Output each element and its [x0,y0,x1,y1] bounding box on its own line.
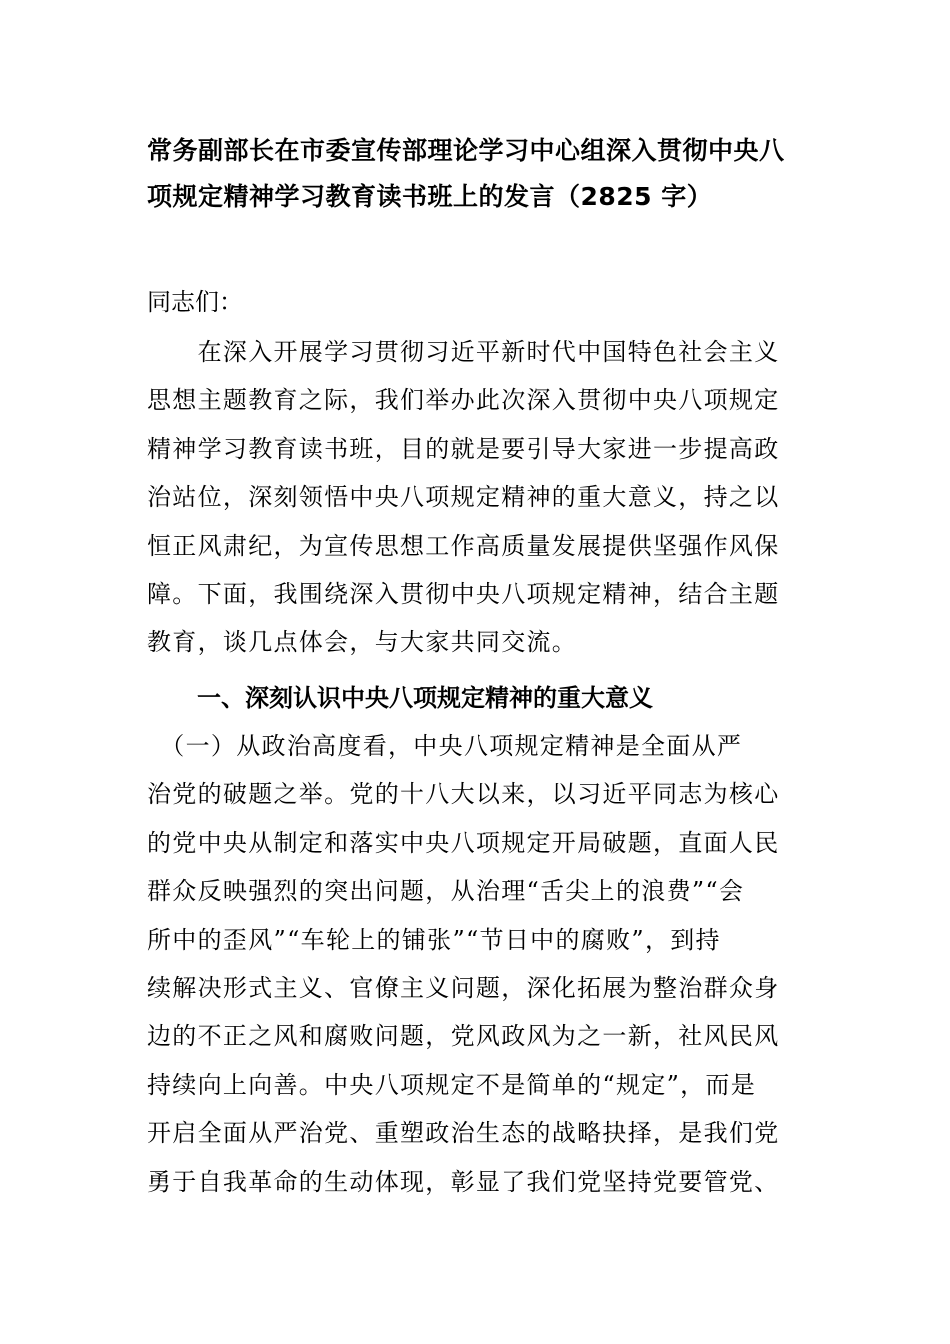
title-line: 项规定精神学习教育读书班上的发言（2825 字） [147,182,713,211]
intro-paragraph [147,328,827,667]
salutation: 同志们： [147,288,243,316]
text-line: 续解决形式主义、官僚主义问题，深化拓展为整治群众身 [147,974,780,1003]
title-line: 常务副部长在市委宣传部理论学习中心组深入贯彻中央八 [147,136,785,165]
text-line: 所中的歪风”“车轮上的铺张”“节日中的腐败”，到持 [147,925,721,954]
text-line: 的党中央从制定和落实中央八项规定开局破题，直面人民 [147,828,780,857]
text-line: 治党的破题之举。党的十八大以来，以习近平同志为核心 [147,780,780,809]
text-line: 边的不正之风和腐败问题，党风政风为之一新，社风民风 [147,1022,780,1051]
text-line: 障。下面，我围绕深入贯彻中央八项规定精神，结合主题 [147,580,780,609]
text-line: 恒正风肃纪，为宣传思想工作高质量发展提供坚强作风保 [147,531,780,560]
text-line: 治站位，深刻领悟中央八项规定精神的重大意义，持之以 [147,483,780,512]
text-line: 开启全面从严治党、重塑政治生态的战略抉择，是我们党 [147,1119,780,1148]
text-line: （一）从政治高度看，中央八项规定精神是全面从严 [147,732,743,760]
text-line: 群众反映强烈的突出问题，从治理“舌尖上的浪费”“会 [147,877,745,906]
text-line: 勇于自我革命的生动体现，彰显了我们党坚持党要管党、 [147,1167,780,1196]
text-line: 在深入开展学习贯彻习近平新时代中国特色社会主义 [147,338,780,366]
text-line: 持续向上向善。中央八项规定不是简单的“规定”，而是 [147,1070,757,1099]
document-title [147,128,827,220]
text-line: 精神学习教育读书班，目的就是要引导大家进一步提高政 [147,434,780,463]
section1-paragraph [147,722,827,1206]
text-line: 教育，谈几点体会，与大家共同交流。 [147,628,578,657]
section-heading: 一、深刻认识中央八项规定精神的重大意义 [197,684,653,712]
text-line: 思想主题教育之际，我们举办此次深入贯彻中央八项规定 [147,386,780,415]
